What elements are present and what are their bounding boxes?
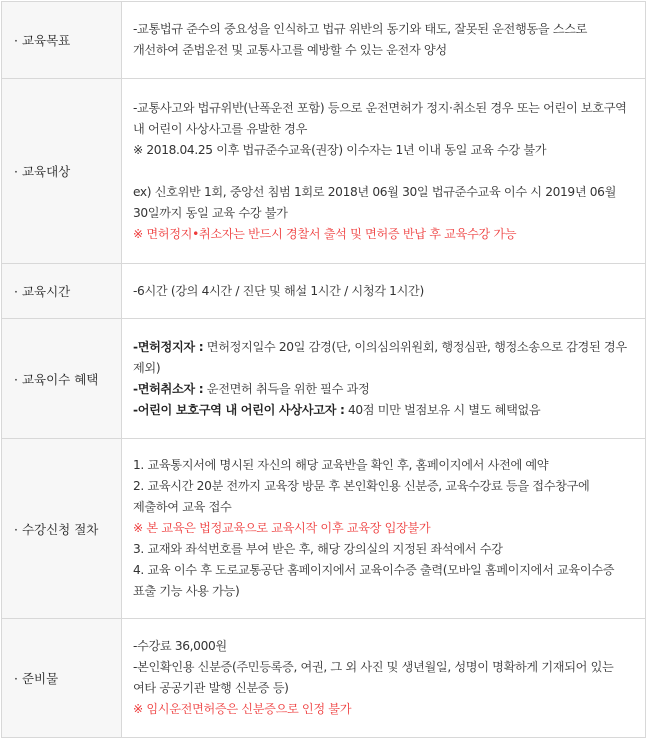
row-label: · 수강신청 절차 bbox=[2, 439, 122, 619]
content-line bbox=[133, 476, 635, 518]
content-line bbox=[133, 19, 635, 61]
line-text: -수강료 36,000원 bbox=[133, 639, 227, 653]
line-text: ex) 신호위반 1회, 중앙선 침범 1회로 2018년 06월 30일 법규준수교육 이수 시 2019년 06월 30일까지 동일 교육 수강 불가 bbox=[133, 184, 617, 220]
row-content bbox=[122, 619, 646, 738]
line-text: -본인확인용 신분증(주민등록증, 여권, 그 외 사진 및 생년월일, 성명이 명확하게 기재되어 있는 여타 공공기관 발행 신분증 등) bbox=[133, 660, 614, 695]
info-row bbox=[2, 79, 646, 264]
info-table-body bbox=[2, 2, 646, 738]
row-content bbox=[122, 439, 646, 619]
line-text: -교통사고와 법규위반(난폭운전 포함) 등으로 운전면허가 정지·취소된 경우 또는 어린이 보호구역 내 어린이 사상사고를 유발한 경우 bbox=[133, 100, 627, 136]
row-label: · 교육이수 혜택 bbox=[2, 319, 122, 439]
info-row bbox=[2, 619, 646, 738]
content-line bbox=[133, 560, 635, 602]
content-line bbox=[133, 337, 635, 379]
line-heading: -어린이 보호구역 내 어린이 사상사고자 : bbox=[133, 402, 345, 417]
line-text: ※ 본 교육은 법정교육으로 교육시작 이후 교육장 입장불가 bbox=[133, 521, 431, 535]
content-line bbox=[133, 539, 635, 560]
info-row bbox=[2, 319, 646, 439]
row-content bbox=[122, 2, 646, 79]
line-text: 3. 교재와 좌석번호를 부여 받은 후, 해당 강의실의 지정된 좌석에서 수강 bbox=[133, 542, 503, 556]
content-line bbox=[133, 379, 635, 400]
line-heading: -면허정지자 : bbox=[133, 339, 204, 354]
row-label: · 교육시간 bbox=[2, 264, 122, 319]
info-row bbox=[2, 264, 646, 319]
row-content bbox=[122, 264, 646, 319]
content-line bbox=[133, 400, 635, 421]
line-text: 2. 교육시간 20분 전까지 교육장 방문 후 본인확인용 신분증, 교육수강료 등을 접수창구에 제출하여 교육 접수 bbox=[133, 479, 590, 514]
row-label: · 준비물 bbox=[2, 619, 122, 738]
blank-line bbox=[133, 161, 635, 182]
notice-line bbox=[133, 518, 635, 539]
line-text: -교통법규 준수의 중요성을 인식하고 법규 위반의 동기와 태도, 잘못된 운전행동을 스스로 개선하여 준법운전 및 교통사고를 예방할 수 있는 운전자 양성 bbox=[133, 22, 588, 57]
content-line bbox=[133, 98, 635, 140]
line-text: ※ 임시운전면허증은 신분증으로 인정 불가 bbox=[133, 702, 352, 716]
row-content bbox=[122, 79, 646, 264]
line-text: 4. 교육 이수 후 도로교통공단 홈페이지에서 교육이수증 출력(모바일 홈페이지에서 교육이수증 표출 기능 사용 가능) bbox=[133, 563, 615, 598]
line-heading: -면허취소자 : bbox=[133, 381, 204, 396]
info-row bbox=[2, 439, 646, 619]
row-content bbox=[122, 319, 646, 439]
line-text: ※ 면허정지•취소자는 반드시 경찰서 출석 및 면허증 반납 후 교육수강 가능 bbox=[133, 226, 517, 241]
notice-line bbox=[133, 224, 635, 245]
line-text: 1. 교육통지서에 명시된 자신의 해당 교육반을 확인 후, 홈페이지에서 사전에 예약 bbox=[133, 458, 549, 472]
education-info-table bbox=[1, 1, 646, 738]
notice-line bbox=[133, 699, 635, 720]
line-text: -6시간 (강의 4시간 / 진단 및 해설 1시간 / 시청각 1시간) bbox=[133, 283, 424, 298]
content-line bbox=[133, 657, 635, 699]
content-line bbox=[133, 182, 635, 224]
content-line bbox=[133, 140, 635, 161]
line-text: 면허정지일수 20일 감경(단, 이의심의위원회, 행정심판, 행정소송으로 감경된 경우 제외) bbox=[133, 339, 627, 375]
row-label: · 교육목표 bbox=[2, 2, 122, 79]
row-label: · 교육대상 bbox=[2, 79, 122, 264]
content-line bbox=[133, 636, 635, 657]
content-line bbox=[133, 281, 635, 302]
info-row bbox=[2, 2, 646, 79]
content-line bbox=[133, 455, 635, 476]
line-text: 40점 미만 벌점보유 시 별도 혜택없음 bbox=[344, 402, 541, 417]
line-text: ※ 2018.04.25 이후 법규준수교육(권장) 이수자는 1년 이내 동일 교육 수강 불가 bbox=[133, 142, 547, 157]
line-text: 운전면허 취득을 위한 필수 과정 bbox=[203, 381, 370, 396]
